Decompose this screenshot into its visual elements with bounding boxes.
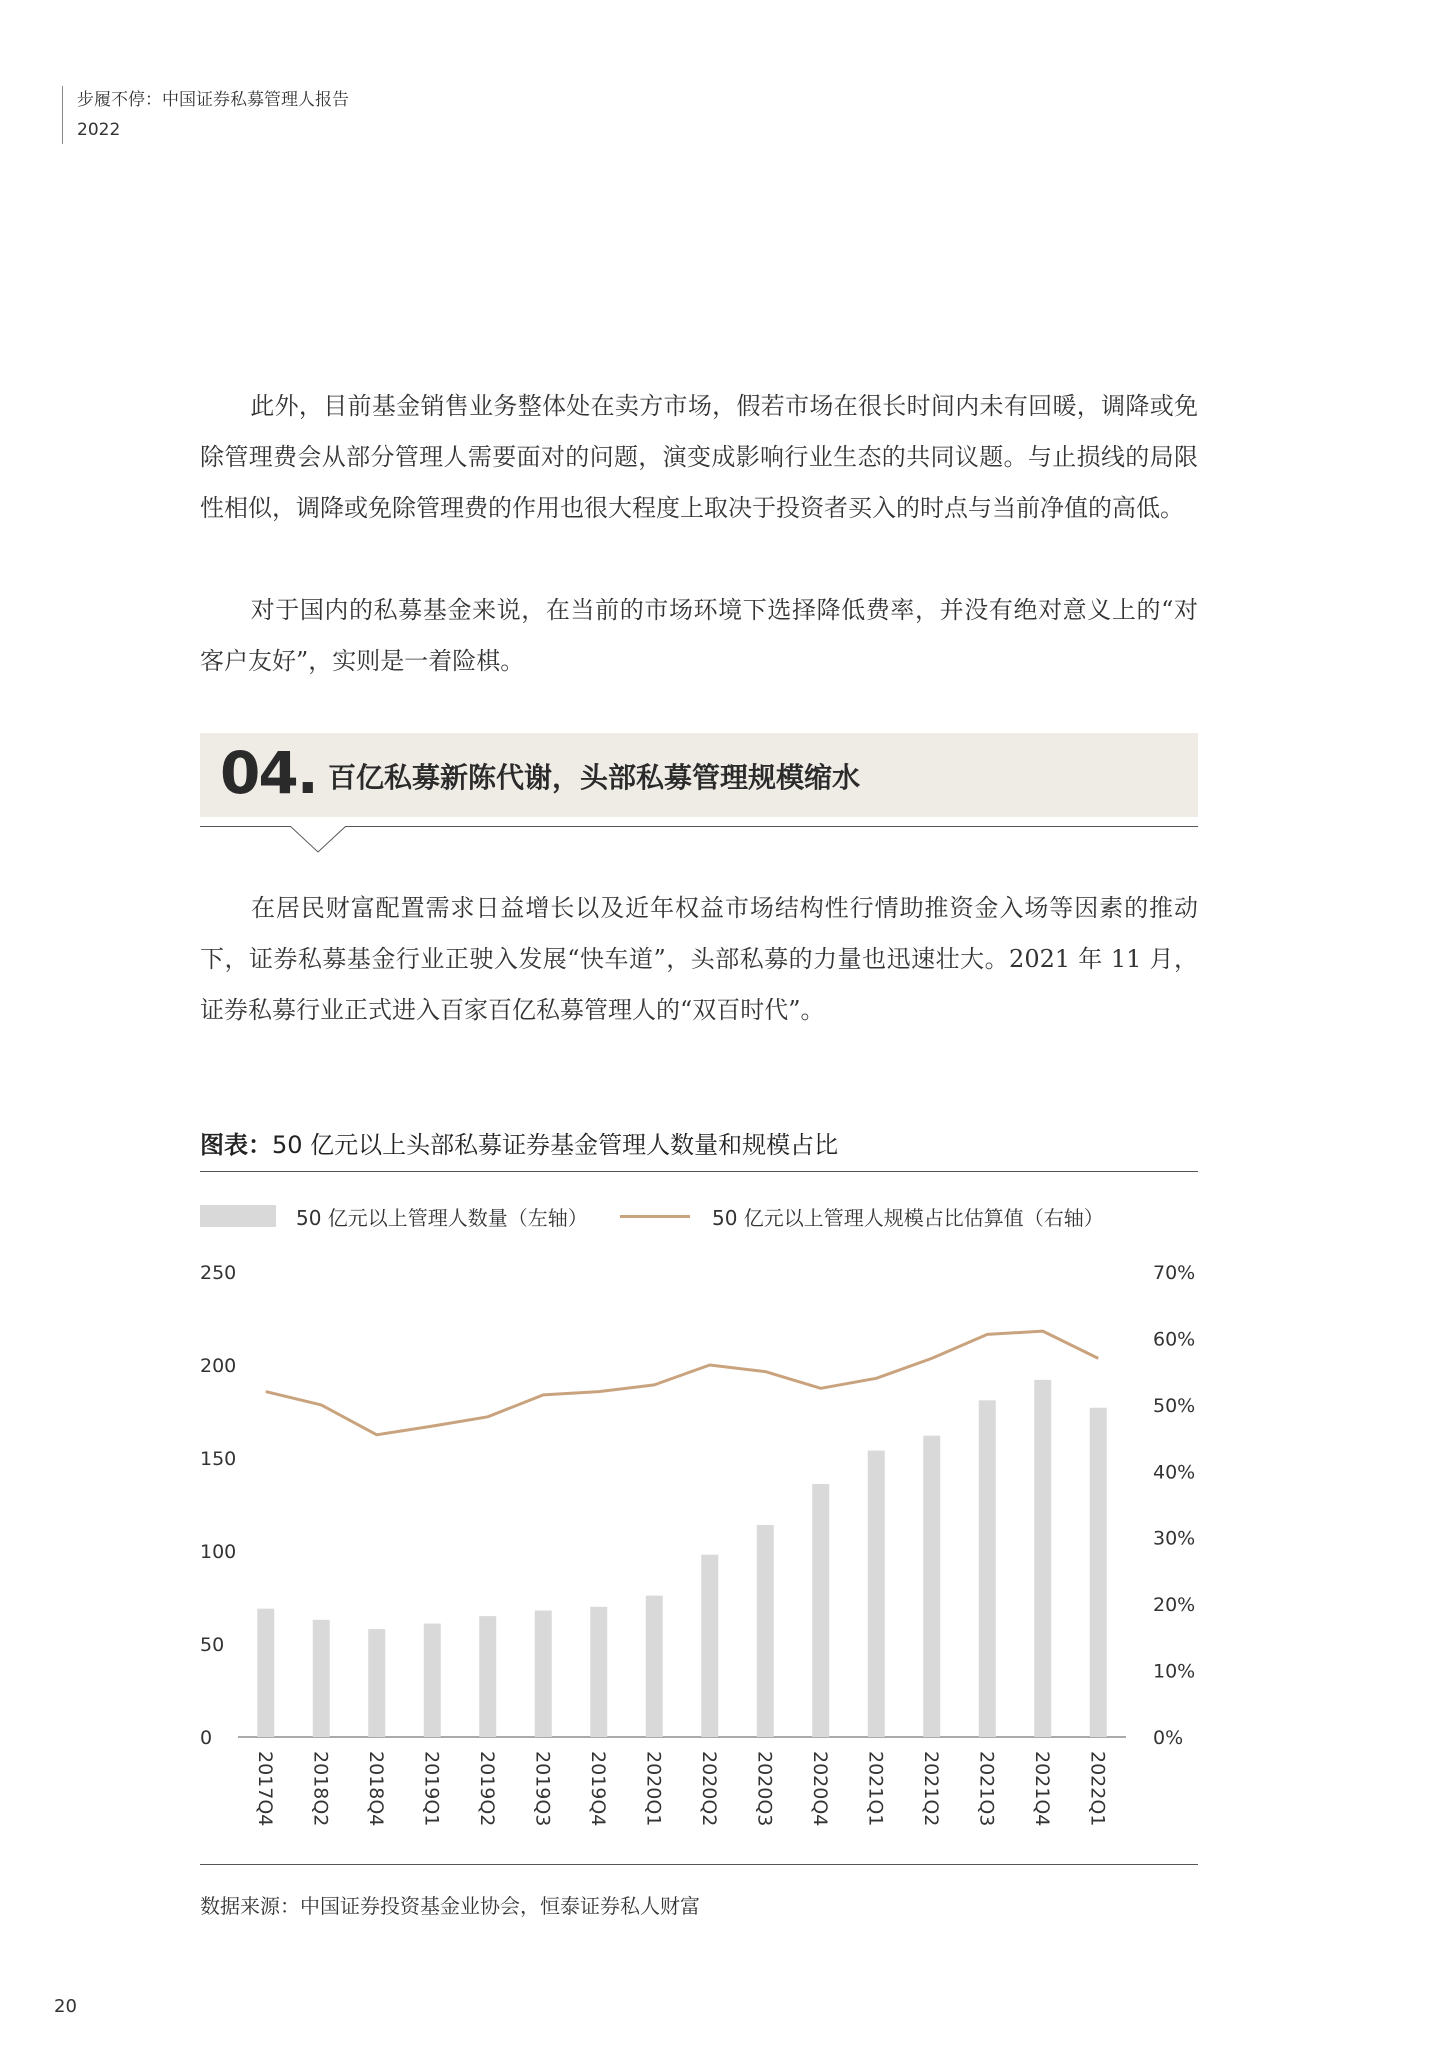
x-tick-label: 2020Q1 <box>642 1751 665 1827</box>
x-tick-label: 2022Q1 <box>1086 1751 1109 1827</box>
bar <box>257 1609 274 1737</box>
chart-legend <box>200 1198 1198 1234</box>
y-right-tick-label: 70% <box>1153 1262 1196 1284</box>
bar <box>923 1436 940 1737</box>
y-right-tick-label: 10% <box>1153 1660 1196 1683</box>
y-left-tick-label: 150 <box>200 1448 237 1470</box>
x-tick-label: 2019Q3 <box>531 1751 554 1827</box>
bar <box>812 1484 829 1737</box>
bar <box>868 1451 885 1737</box>
report-title: 步履不停：中国证券私募管理人报告 <box>77 90 349 110</box>
x-tick-label: 2020Q2 <box>697 1751 720 1827</box>
x-tick-label: 2018Q4 <box>364 1751 387 1827</box>
bar <box>1090 1408 1107 1737</box>
bar <box>424 1624 441 1737</box>
figure-title <box>200 1125 1198 1172</box>
bar <box>590 1607 607 1737</box>
section-title: 百亿私募新陈代谢，头部私募管理规模缩水 <box>328 761 861 794</box>
y-left-tick-label: 50 <box>200 1634 225 1656</box>
x-tick-label: 2021Q4 <box>1030 1751 1053 1827</box>
bar <box>313 1620 330 1737</box>
body-paragraph-2 <box>200 585 1198 687</box>
legend-line-label: 50 亿元以上管理人规模占比估算值（右轴） <box>712 1206 1104 1230</box>
bar <box>479 1616 496 1737</box>
x-tick-label: 2020Q4 <box>808 1751 831 1827</box>
page-number: 20 <box>54 1996 77 2017</box>
paragraph-text: 对于国内的私募基金来说，在当前的市场环境下选择降低费率，并没有绝对意义上的“对客户友好”，实则是一着险棋。 <box>200 596 1198 675</box>
report-year: 2022 <box>77 120 121 140</box>
y-right-tick-label: 20% <box>1153 1594 1196 1617</box>
combo-chart <box>0 1250 1456 1850</box>
y-right-tick-label: 60% <box>1153 1328 1196 1351</box>
chart-bottom-rule <box>200 1864 1198 1865</box>
x-tick-label: 2017Q4 <box>253 1751 276 1827</box>
section-heading <box>200 733 1198 817</box>
body-paragraph-3 <box>200 883 1198 1036</box>
x-tick-label: 2019Q2 <box>475 1751 498 1827</box>
bar <box>535 1611 552 1737</box>
running-header <box>62 86 349 144</box>
bar <box>1034 1380 1051 1737</box>
legend-bar-label: 50 亿元以上管理人数量（左轴） <box>296 1206 588 1230</box>
body-paragraph-1 <box>200 381 1198 534</box>
x-tick-label: 2018Q2 <box>309 1751 332 1827</box>
bar <box>646 1596 663 1737</box>
paragraph-text: 此外，目前基金销售业务整体处在卖方市场，假若市场在很长时间内未有回暖，调降或免除管理费会从部分管理人需要面对的问题，演变成影响行业生态的共同议题。与止损线的局限性相似，调降或免除管理费的作用也很大程度上取决于投资者买入的时点与当前净值的高低。 <box>200 392 1198 522</box>
y-left-tick-label: 100 <box>200 1541 237 1563</box>
y-left-tick-label: 200 <box>200 1355 237 1377</box>
x-tick-label: 2019Q4 <box>586 1751 609 1827</box>
figure-label: 图表： <box>200 1131 272 1159</box>
legend-line-swatch <box>620 1215 690 1218</box>
x-tick-label: 2020Q3 <box>753 1751 776 1827</box>
x-tick-label: 2021Q3 <box>975 1751 998 1827</box>
series-line <box>266 1331 1099 1435</box>
x-tick-label: 2021Q1 <box>864 1751 887 1827</box>
figure-title-text: 50 亿元以上头部私募证券基金管理人数量和规模占比 <box>272 1131 839 1159</box>
section-number: 04. <box>220 739 317 807</box>
bar <box>979 1400 996 1737</box>
bar <box>757 1525 774 1737</box>
y-right-tick-label: 50% <box>1153 1394 1196 1417</box>
y-right-tick-label: 0% <box>1153 1727 1184 1749</box>
x-tick-label: 2019Q1 <box>420 1751 443 1827</box>
x-tick-label: 2021Q2 <box>919 1751 942 1827</box>
y-right-tick-label: 30% <box>1153 1527 1196 1550</box>
paragraph-text: 在居民财富配置需求日益增长以及近年权益市场结构性行情助推资金入场等因素的推动下，证券私募基金行业正驶入发展“快车道”，头部私募的力量也迅速壮大。2021 年 11 月，证券私募行业正式进入百家百亿私募管理人的“双百时代”。 <box>200 894 1198 1024</box>
bar <box>368 1629 385 1737</box>
section-notch-icon <box>290 826 350 856</box>
y-right-tick-label: 40% <box>1153 1461 1196 1484</box>
bar <box>701 1555 718 1737</box>
y-left-tick-label: 0 <box>200 1727 213 1749</box>
legend-bar-swatch <box>200 1205 276 1227</box>
y-left-tick-label: 250 <box>200 1262 237 1284</box>
data-source: 数据来源：中国证券投资基金业协会，恒泰证券私人财富 <box>200 1894 700 1918</box>
